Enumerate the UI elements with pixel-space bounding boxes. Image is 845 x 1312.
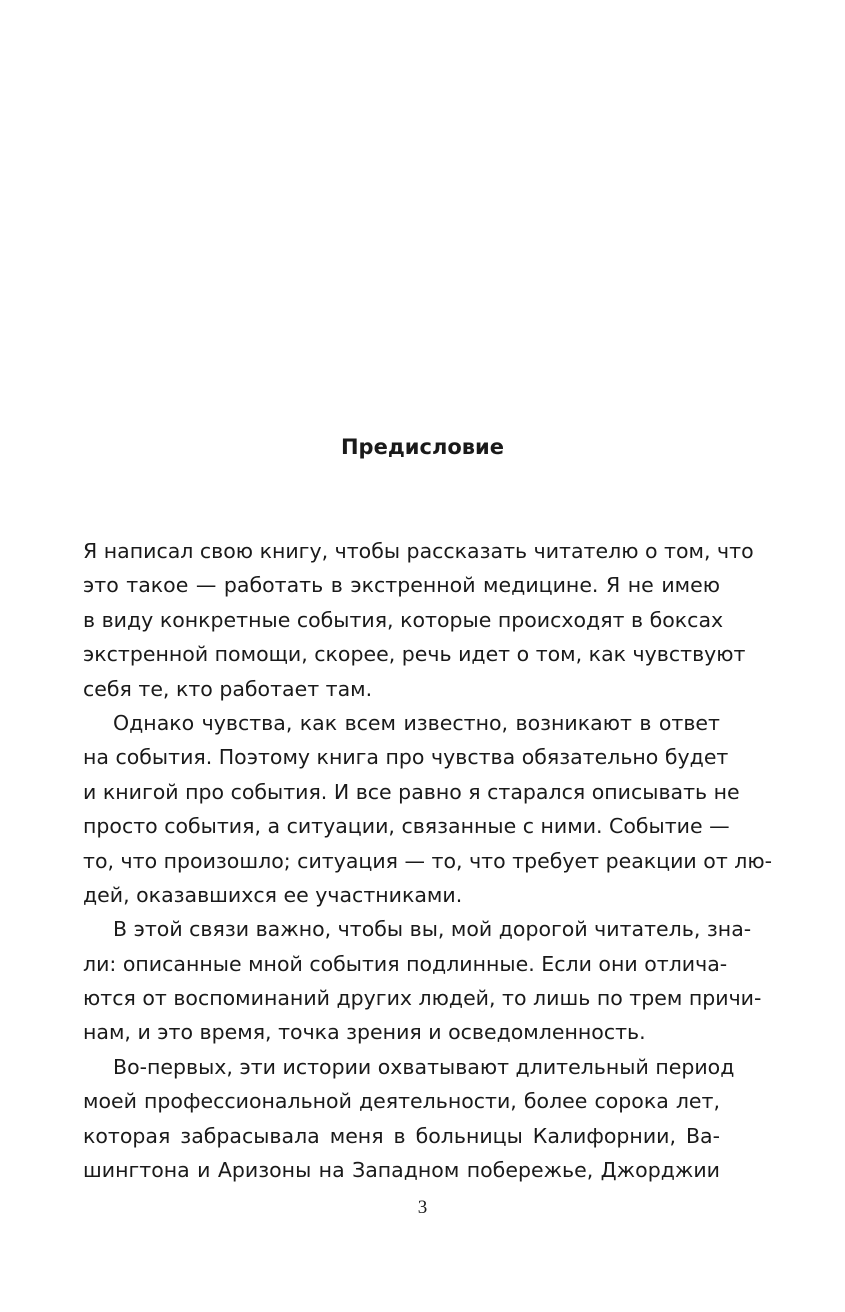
chapter-heading: Предисловие [340, 435, 505, 459]
text-line: моей профессиональной деятельности, более сорока лет, [83, 1089, 720, 1114]
text-line: Однако чувства, как всем известно, возникают в ответ [113, 710, 720, 735]
text-line: которая забрасывала меня в больницы Калифорнии, Ва- [83, 1123, 720, 1148]
text-line: Во-первых, эти истории охватывают длительный период [113, 1054, 735, 1079]
text-line: шингтона и Аризоны на Западном побережье, Джорджии [83, 1158, 720, 1183]
text-line: нам, и это время, точка зрения и осведомленность. [83, 1020, 646, 1045]
text-line: просто события, а ситуации, связанные с ними. Событие — [83, 814, 730, 839]
page-number: 3 [417, 1197, 428, 1218]
text-line: ются от воспоминаний других людей, то лишь по трем причи- [83, 986, 762, 1011]
body-text [83, 534, 773, 1187]
text-line: это такое — работать в экстренной медицине. Я не имею [83, 573, 720, 598]
text-line: и книгой про события. И все равно я старался описывать не [83, 779, 740, 804]
text-line: на события. Поэтому книга про чувства обязательно будет [83, 745, 729, 770]
text-line: дей, оказавшихся ее участниками. [83, 882, 463, 907]
text-line: В этой связи важно, чтобы вы, мой дорогой читатель, зна- [113, 917, 752, 942]
text-line: ли: описанные мной события подлинные. Если они отлича- [83, 951, 728, 976]
text-line: в виду конкретные события, которые происходят в боксах [83, 607, 724, 632]
text-line: Я написал свою книгу, чтобы рассказать читателю о том, что [83, 539, 754, 563]
text-line: себя те, кто работает там. [83, 676, 373, 701]
text-line: экстренной помощи, скорее, речь идет о том, как чувствуют [83, 642, 746, 667]
text-line: то, что произошло; ситуация — то, что требует реакции от лю- [83, 848, 773, 873]
